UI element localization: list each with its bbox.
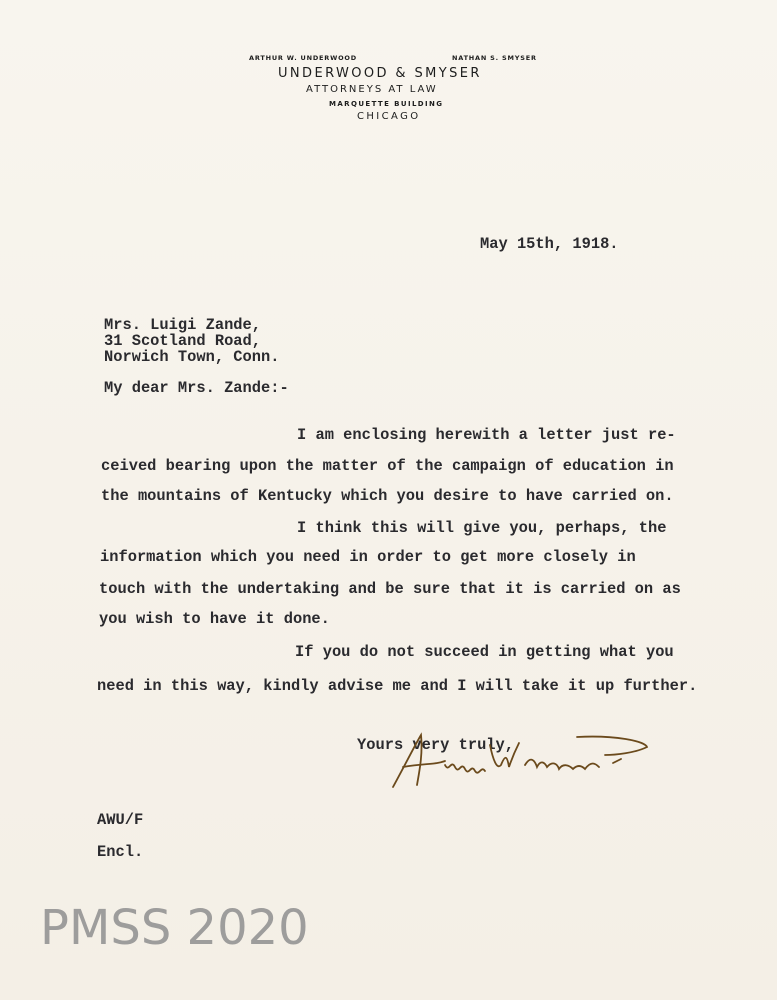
recipient-line: 31 Scotland Road, [104, 332, 262, 350]
body-line: information which you need in order to get more closely in [100, 548, 636, 566]
body-line: need in this way, kindly advise me and I will take it up further. [97, 677, 698, 695]
body-line: ceived bearing upon the matter of the campaign of education in [101, 457, 674, 475]
enclosure-note: Encl. [97, 843, 144, 861]
building: MARQUETTE BUILDING [329, 100, 444, 108]
body-line: touch with the undertaking and be sure that it is carried on as [99, 580, 681, 598]
letter-date: May 15th, 1918. [480, 235, 619, 253]
city: CHICAGO [357, 111, 421, 122]
watermark: PMSS 2020 [40, 900, 309, 956]
body-line: I am enclosing herewith a letter just re- [297, 426, 676, 444]
body-line: If you do not succeed in getting what you [295, 643, 674, 661]
handwritten-signature [385, 725, 655, 795]
profession: ATTORNEYS AT LAW [306, 84, 438, 95]
body-line: the mountains of Kentucky which you desire to have carried on. [101, 487, 674, 505]
recipient-line: Mrs. Luigi Zande, [104, 316, 262, 334]
body-line: I think this will give you, perhaps, the [297, 519, 667, 537]
partner-right: NATHAN S. SMYSER [452, 54, 537, 62]
firm-name: UNDERWOOD & SMYSER [278, 66, 482, 81]
body-line: you wish to have it done. [99, 610, 330, 628]
recipient-line: Norwich Town, Conn. [104, 348, 280, 366]
closing: Yours very truly, [357, 736, 515, 754]
typist-initials: AWU/F [97, 811, 144, 829]
salutation: My dear Mrs. Zande:- [104, 379, 289, 397]
partner-left: ARTHUR W. UNDERWOOD [249, 54, 357, 62]
